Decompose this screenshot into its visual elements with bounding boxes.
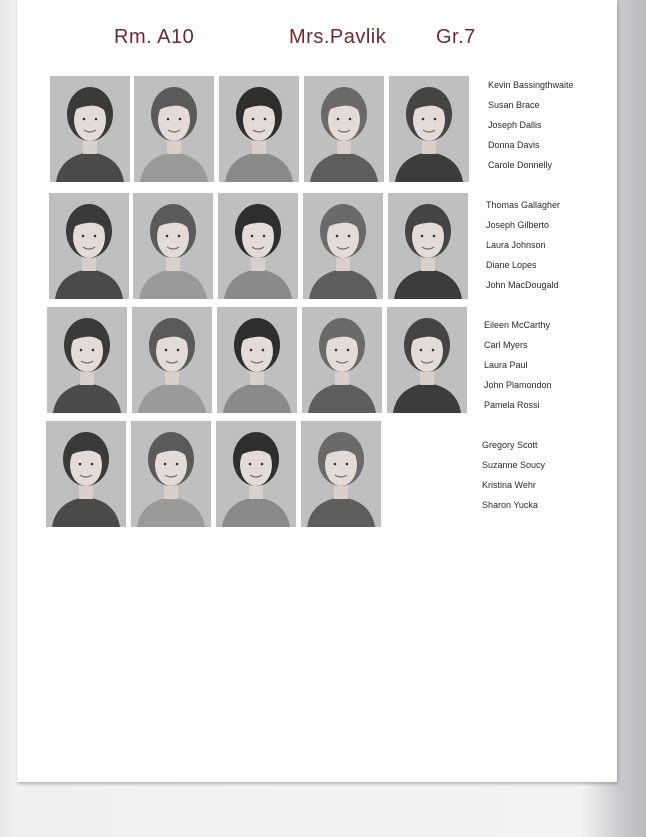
student-photo: [218, 193, 298, 299]
student-name: Laura Paul: [484, 360, 528, 370]
student-name: Carl Myers: [484, 340, 528, 350]
student-name: Pamela Rossi: [484, 400, 540, 410]
student-name: Susan Brace: [488, 100, 540, 110]
student-name: Suzanne Soucy: [482, 460, 546, 470]
student-photo: [46, 421, 126, 527]
portrait-image: [304, 76, 384, 182]
portrait-image: [387, 307, 467, 413]
portrait-image: [132, 307, 212, 413]
student-photo: [301, 421, 381, 527]
portrait-image: [131, 421, 211, 527]
student-name: Carole Donnelly: [488, 160, 553, 170]
student-name: Joseph Gilberto: [486, 220, 550, 230]
student-photo: [50, 76, 130, 182]
student-name: Eileen McCarthy: [484, 320, 551, 330]
portrait-image: [49, 193, 129, 299]
portrait-image: [301, 421, 381, 527]
portrait-image: [217, 307, 297, 413]
portrait-image: [302, 307, 382, 413]
student-name: Sharon Yucka: [482, 500, 538, 510]
student-name: Joseph Dallis: [488, 120, 542, 130]
student-photo: [47, 307, 127, 413]
portrait-image: [133, 193, 213, 299]
student-name: Laura Johnson: [486, 240, 546, 250]
student-photo: [219, 76, 299, 182]
portrait-image: [218, 193, 298, 299]
student-photo: [303, 193, 383, 299]
student-name: Gregory Scott: [482, 440, 538, 450]
room-number: Rm. A10: [114, 26, 195, 48]
portrait-image: [389, 76, 469, 182]
portrait-image: [303, 193, 383, 299]
portrait-image: [134, 76, 214, 182]
student-photo: [302, 307, 382, 413]
portrait-image: [47, 307, 127, 413]
student-photo: [49, 193, 129, 299]
grade-label: Gr.7: [436, 26, 476, 48]
student-photo: [387, 307, 467, 413]
student-name: John Plamondon: [484, 380, 552, 390]
student-photo: [389, 76, 469, 182]
student-name: John MacDougald: [486, 280, 559, 290]
student-photo: [216, 421, 296, 527]
portrait-image: [50, 76, 130, 182]
student-photo: [388, 193, 468, 299]
student-photo: [304, 76, 384, 182]
yearbook-page: [17, 0, 617, 782]
teacher-name: Mrs.Pavlik: [289, 26, 387, 48]
student-name: Kristina Wehr: [482, 480, 536, 490]
portrait-image: [46, 421, 126, 527]
student-name: Thomas Gallagher: [486, 200, 561, 210]
student-photo: [217, 307, 297, 413]
student-name: Donna Davis: [488, 140, 540, 150]
student-photo: [131, 421, 211, 527]
student-photo: [132, 307, 212, 413]
portrait-image: [216, 421, 296, 527]
student-name: Diane Lopes: [486, 260, 537, 270]
portrait-image: [219, 76, 299, 182]
portrait-image: [388, 193, 468, 299]
student-photo: [133, 193, 213, 299]
student-photo: [134, 76, 214, 182]
student-name: Kevin Bassingthwaite: [488, 80, 574, 90]
